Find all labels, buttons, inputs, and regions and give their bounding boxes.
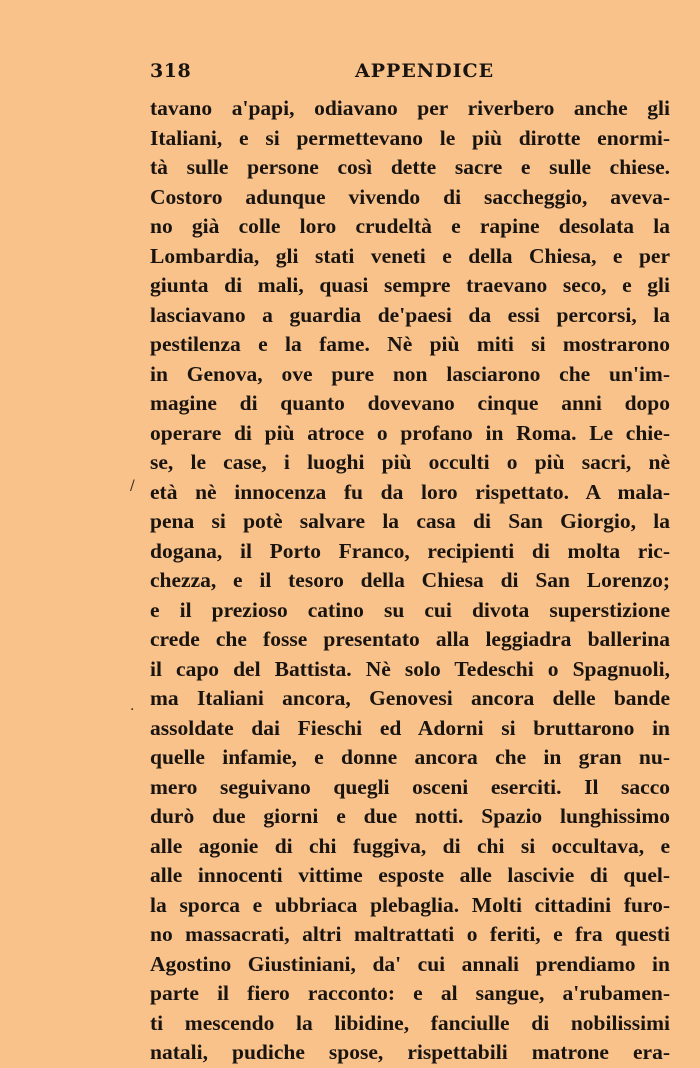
text-line: il capo del Battista. Nè solo Tedeschi o Spagnuoli, (150, 656, 670, 681)
text-line: lasciavano a guardia de'paesi da essi percorsi, la (150, 302, 670, 327)
text-line: quelle infamie, e donne ancora che in gran nu- (150, 745, 670, 769)
text-line: pestilenza e la fame. Nè più miti si mostrarono (150, 332, 670, 356)
text-line: se, le case, i luoghi più occulti o più sacri, nè (150, 450, 670, 474)
text-line: Lombardia, gli stati veneti e della Chiesa, e per (150, 243, 670, 268)
text-line: la sporca e ubbriaca plebaglia. Molti cittadini furo- (150, 892, 670, 917)
text-line: operare di più atroce o profano in Roma. Le chie- (150, 420, 670, 445)
text-line: tà sulle persone così dette sacre e sulle chiese. (150, 155, 670, 179)
text-line: parte il fiero racconto: e al sangue, a'rubamen- (150, 981, 670, 1005)
body-text (150, 94, 670, 1068)
text-line: ti mescendo la libidine, fanciulle di nobilissimi (150, 1010, 670, 1035)
text-line: assoldate dai Fieschi ed Adorni si bruttarono in (150, 715, 670, 740)
text-line: alle agonie di chi fuggiva, di chi si occultava, e (150, 833, 670, 858)
text-line: crede che fosse presentato alla leggiadra ballerina (150, 627, 670, 651)
text-line: pena si potè salvare la casa di San Giorgio, la (150, 509, 670, 533)
running-head: APPENDICE (355, 60, 495, 82)
text-line: no massacrati, altri maltrattati o feriti, e fra questi (150, 922, 670, 946)
text-line: mero seguivano quegli osceni eserciti. Il sacco (150, 774, 670, 799)
text-line: magine di quanto dovevano cinque anni dopo (150, 391, 670, 415)
text-line: ma Italiani ancora, Genovesi ancora delle bande (150, 686, 670, 710)
margin-dot-mark: · (130, 702, 135, 718)
margin-tick-mark: / (130, 478, 135, 494)
text-line: e il prezioso catino su cui divota superstizione (150, 597, 670, 622)
text-line: no già colle loro crudeltà e rapine desolata la (150, 214, 670, 238)
text-line: età nè innocenza fu da loro rispettato. A mala- (150, 479, 670, 504)
text-line: Agostino Giustiniani, da' cui annali prendiamo in (150, 951, 670, 976)
page-header (150, 60, 670, 90)
text-line: durò due giorni e due notti. Spazio lunghissimo (150, 804, 670, 828)
text-line: Costoro adunque vivendo di saccheggio, aveva- (150, 184, 670, 209)
text-line: alle innocenti vittime esposte alle lascivie di quel- (150, 863, 670, 887)
text-line: chezza, e il tesoro della Chiesa di San Lorenzo; (150, 568, 670, 592)
text-line: natali, pudiche spose, rispettabili matrone era- (150, 1040, 670, 1064)
text-line: dogana, il Porto Franco, recipienti di molta ric- (150, 538, 670, 563)
text-line: giunta di mali, quasi sempre traevano seco, e gli (150, 273, 670, 297)
page-number: 318 (150, 60, 192, 82)
text-line: tavano a'papi, odiavano per riverbero anche gli (150, 96, 670, 120)
text-line: in Genova, ove pure non lasciarono che un'im- (150, 361, 670, 386)
text-line: Italiani, e si permettevano le più dirotte enormi- (150, 125, 670, 150)
